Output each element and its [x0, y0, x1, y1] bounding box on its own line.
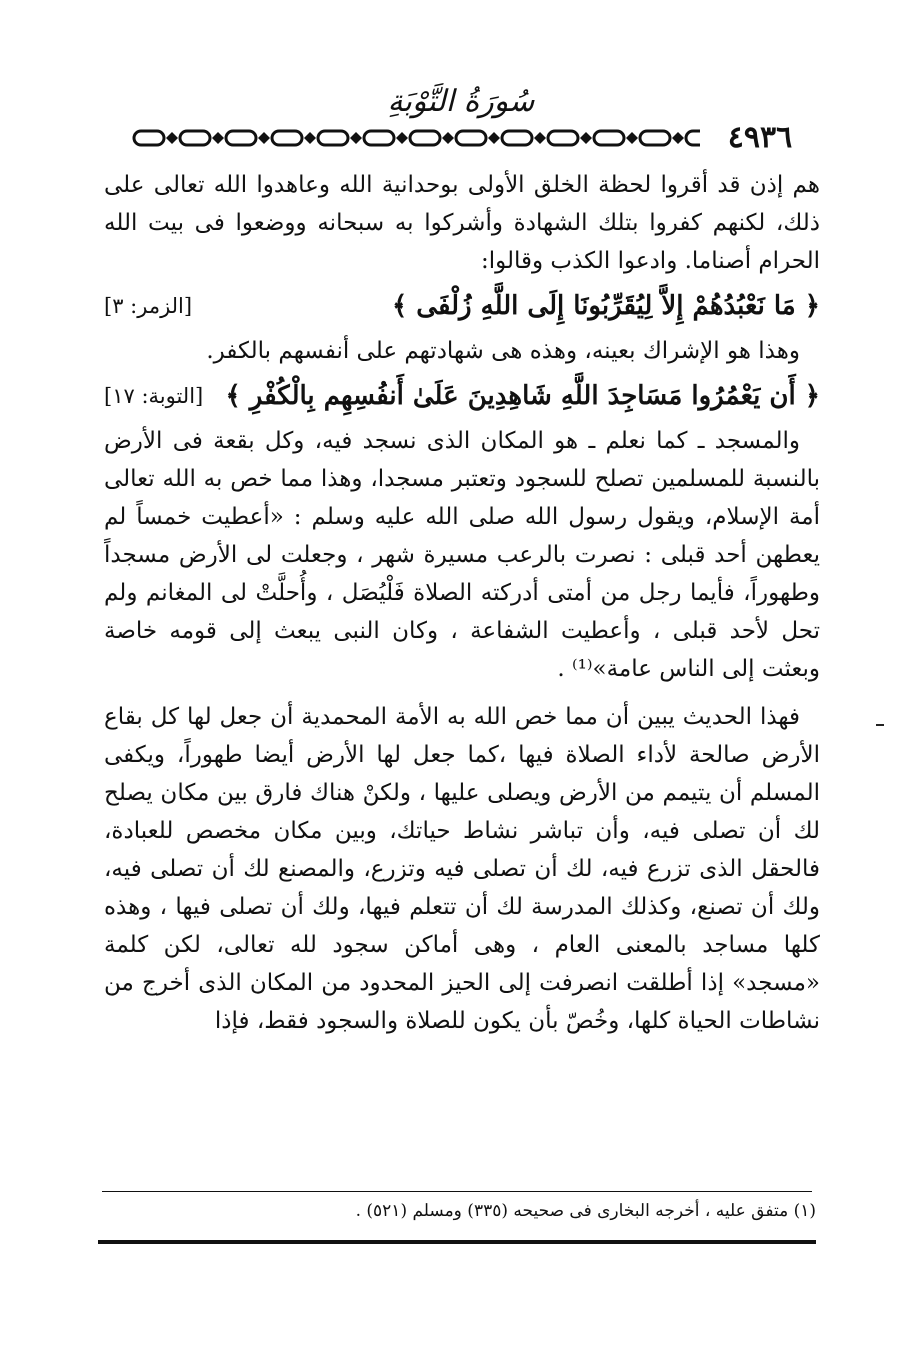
page-number: ٤٩٣٦ — [700, 120, 820, 156]
chain-link — [318, 131, 348, 145]
paragraph-2: وهذا هو الإشراك بعينه، وهذه هى شهادتهم على أنفسهم بالكفر. — [206, 338, 800, 364]
chain-link — [180, 131, 210, 145]
surah-title: سُورَةُ التَّوْبَةِ — [387, 84, 535, 119]
verse-reference-2: [التوبة: ١٧] — [104, 384, 204, 408]
chain-diamond — [304, 132, 316, 144]
chain-diamond — [166, 132, 178, 144]
margin-mark — [876, 724, 884, 726]
main-text — [104, 166, 820, 1040]
chain-diamond — [442, 132, 454, 144]
chain-diamond — [488, 132, 500, 144]
chain-diamond — [212, 132, 224, 144]
footnote: (١) متفق عليه ، أخرجه البخارى فى صحيحه (٣٣٥) ومسلم (٥٢١) . — [355, 1201, 816, 1221]
paragraph-4: فهذا الحديث يبين أن مما خص الله به الأمة المحمدية أن جعل لها كل بقاع الأرض صالحة لأداء الصلاة فيها ،كما جعل لها الأرض أيضا طهوراً، ويكفى المسلم أن يتيمم من الأرض ويصلى عليها ، ولكنْ هناك فارق بين مكان يصلح لك أن تصلى فيه، وأن تباشر نشاط حياتك، وبين مكان مخصص للعبادة، فالحقل الذى تزرع فيه، لك أن تصلى فيه وتزرع، والمصنع لك أن تصلى فيه، ولك أن تصنع، وكذلك المدرسة لك أن تتعلم فيها، ولك أن تصلى فيها ، وهذه كلها مساجد بالمعنى العام ، وهى أماكن سجود لله تعالى، لكن كلمة «مسجد» إذا أطلقت انصرفت إلى الحيز المحدود من المكان الذى أخرج من نشاطات الحياة كلها، وخُصّ بأن يكون للصلاة والسجود فقط، فإذا — [104, 704, 820, 1034]
verse-reference-1: [الزمر: ٣] — [104, 294, 193, 318]
verse-text-1: ﴿ مَا نَعْبُدُهُمْ إِلاَّ لِيُقَرِّبُونَا إِلَى اللَّهِ زُلْفَى ﴾ — [392, 291, 820, 321]
chain-link — [548, 131, 578, 145]
chain-diamond — [580, 132, 592, 144]
chain-link — [364, 131, 394, 145]
chain-link — [226, 131, 256, 145]
verse-text-2: ﴿ أَن يَعْمُرُوا مَسَاجِدَ اللَّهِ شَاهِدِينَ عَلَىٰ أَنفُسِهِم بِالْكُفْرِ ﴾ — [225, 381, 820, 411]
chain-link — [502, 131, 532, 145]
chain-diamond — [350, 132, 362, 144]
footnote-separator — [102, 1191, 812, 1192]
quran-verse-2 — [104, 370, 820, 422]
paragraph-3: والمسجد ـ كما نعلم ـ هو المكان الذى نسجد فيه، وكل بقعة فى الأرض بالنسبة للمسلمين تصلح للسجود وتعتبر مسجدا، وهذا مما خص به الله تعالى أمة الإسلام، ويقول رسول الله صلى الله عليه وسلم : «أعطيت خمساً لم يعطهن أحد قبلى : نصرت بالرعب مسيرة شهر ، وجعلت لى الأرض مسجداً وطهوراً، فأيما رجل من أمتى أدركته الصلاة فَلْيُصَل ، وأُحلَّتْ لى المغانم ولم تحل لأحد قبلى ، وأعطيت الشفاعة ، وكان النبى يبعث إلى قومه خاصة وبعثت إلى الناس عامة»⁽¹⁾ . — [104, 428, 820, 682]
chain-link — [134, 131, 164, 145]
paragraph-1: هم إذن قد أقروا لحظة الخلق الأولى بوحدانية الله وعاهدوا الله تعالى على ذلك، لكنهم كفروا بتلك الشهادة وأشركوا به سبحانه ووضعوا فى بيت الله الحرام أصناما. وادعوا الكذب وقالوا: — [104, 172, 820, 274]
chain-diamond — [626, 132, 638, 144]
chain-diamond — [534, 132, 546, 144]
quran-verse-1 — [104, 280, 820, 332]
chain-link — [456, 131, 486, 145]
chain-diamond — [396, 132, 408, 144]
chain-diamond — [672, 132, 684, 144]
chain-link — [272, 131, 302, 145]
chain-diamond — [258, 132, 270, 144]
chain-link — [594, 131, 624, 145]
bottom-rule — [98, 1240, 816, 1244]
chain-link — [410, 131, 440, 145]
chain-link — [640, 131, 670, 145]
